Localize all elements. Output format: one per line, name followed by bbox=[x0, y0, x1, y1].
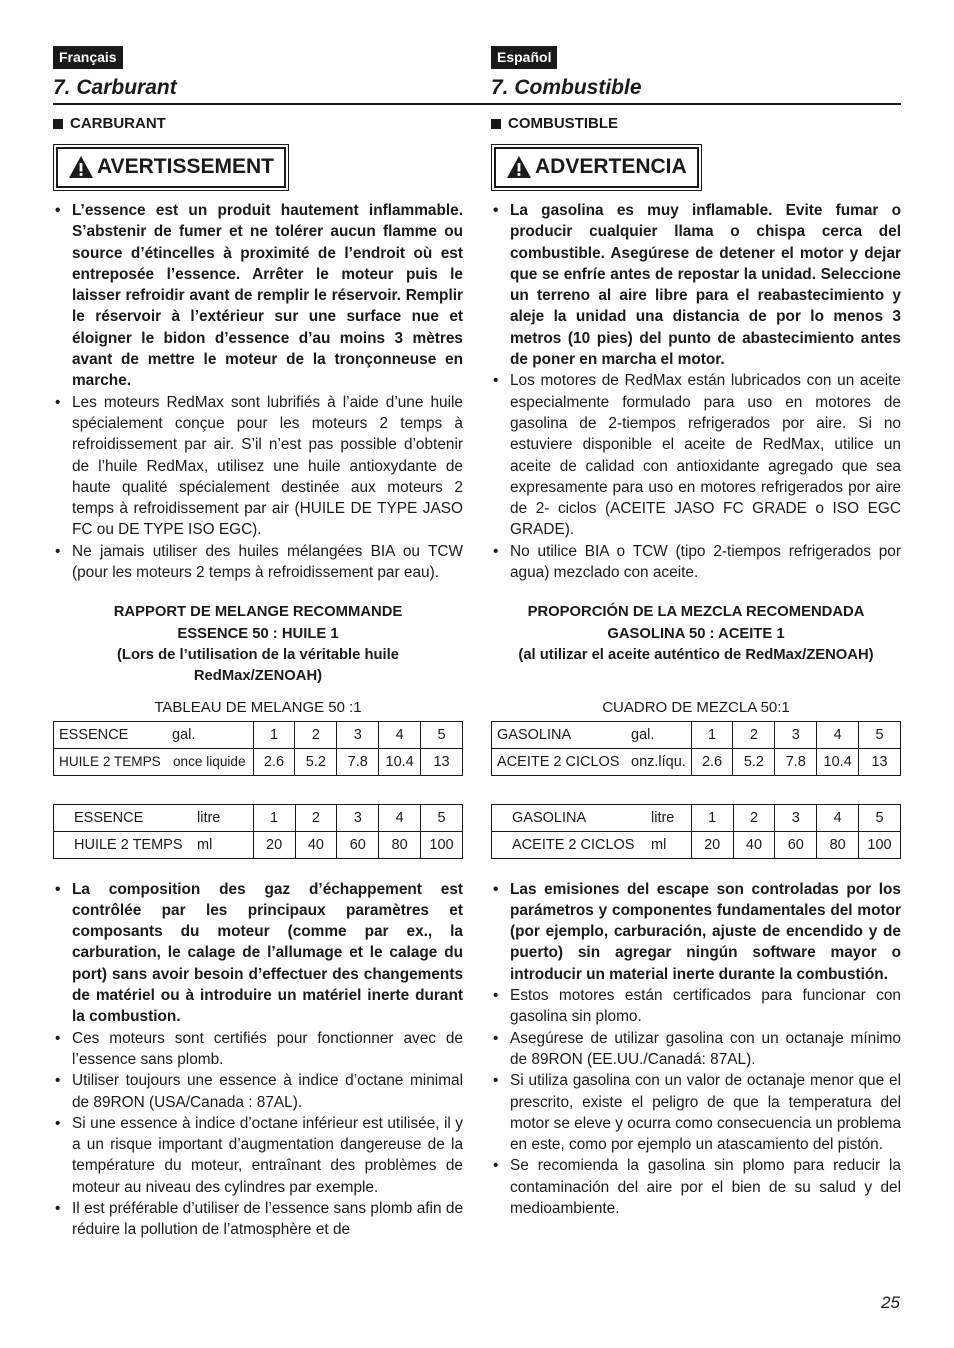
square-bullet-icon bbox=[53, 119, 63, 129]
list-item: • Si utiliza gasolina con un valor de octanaje menor que el prescrito, existe el peligro de que la temperatura del motor se eleve y ocurra como consecuencia un problema en este, como por ejemplo un atascamiento del pistón. bbox=[491, 1070, 901, 1155]
table-cell: 2 bbox=[733, 804, 775, 831]
subheading-french bbox=[53, 115, 463, 133]
table-cell: 4 bbox=[817, 721, 859, 748]
table-cell: 10.4 bbox=[817, 748, 859, 775]
table-cell: 80 bbox=[817, 831, 859, 858]
warning-box-spanish bbox=[494, 147, 699, 188]
table-cell: 2.6 bbox=[691, 748, 733, 775]
row-unit: gal. bbox=[631, 726, 655, 743]
row-label: HUILE 2 TEMPS bbox=[74, 836, 183, 853]
warning-bullets-spanish bbox=[491, 200, 901, 583]
table-cell: 40 bbox=[733, 831, 775, 858]
list-item: • L’essence est un produit hautement inflammable. S’abstenir de fumer et ne tolérer aucun flamme ou source d’étincelles à proximité de l’endroit où est entreposée l’essence. Arrêter le moteur puis le laisser refroidir avant de remplir le réservoir. Remplir le réservoir à l’extérieur sur une surface nue et éloigner le bidon d’essence d’au moins 3 mètres avant de mettre le moteur de la tronçonneuse en marche. bbox=[53, 200, 463, 392]
ratio-line: (Lors de l’utilisation de la véritable huile bbox=[116, 646, 400, 663]
french-column bbox=[53, 46, 463, 1241]
row-unit: litre bbox=[197, 809, 221, 826]
mix-table-gallons-spanish bbox=[491, 721, 901, 776]
language-tag-spanish: Español bbox=[491, 46, 557, 69]
mix-table-gallons-french bbox=[53, 721, 463, 776]
table-cell: 5.2 bbox=[733, 748, 775, 775]
table-cell: 1 bbox=[253, 804, 295, 831]
warning-box-french bbox=[56, 147, 286, 188]
list-item: • Estos motores están certificados para funcionar con gasolina sin plomo. bbox=[491, 985, 901, 1028]
table-cell: 5.2 bbox=[295, 748, 337, 775]
spanish-column bbox=[491, 46, 901, 1219]
table-row bbox=[54, 831, 463, 858]
table-cell: 40 bbox=[295, 831, 337, 858]
table-cell: 2.6 bbox=[253, 748, 295, 775]
table-cell: 3 bbox=[775, 804, 817, 831]
mix-table-litres-spanish bbox=[491, 804, 901, 859]
table-row bbox=[54, 748, 463, 775]
table-cell: 2 bbox=[295, 721, 337, 748]
subheading-text: COMBUSTIBLE bbox=[508, 115, 618, 132]
ratio-line: (al utilizar el aceite auténtico de RedMax/ZENOAH) bbox=[518, 646, 874, 663]
table-cell: 100 bbox=[421, 831, 463, 858]
mix-table-litres-french bbox=[53, 804, 463, 859]
warning-label: AVERTISSEMENT bbox=[97, 155, 274, 178]
table-cell: 13 bbox=[859, 748, 901, 775]
emission-bullets-spanish bbox=[491, 879, 901, 1220]
table-cell: 2 bbox=[733, 721, 775, 748]
table-cell: 1 bbox=[253, 721, 295, 748]
ratio-line: ESSENCE 50 : HUILE 1 bbox=[177, 625, 339, 642]
table-cell: 2 bbox=[295, 804, 337, 831]
list-item: • Il est préférable d’utiliser de l’essence sans plomb afin de réduire la pollution de l’atmosphère et de bbox=[53, 1198, 463, 1241]
row-unit: ml bbox=[651, 836, 667, 853]
list-item: • Las emisiones del escape son controladas por los parámetros y componentes fundamentales del motor (por ejemplo, carburación, ajuste de encendido y de puerto) sin agregar ningún software mayor o introducir un material inerte durante la combustión. bbox=[491, 879, 901, 985]
table-cell: 80 bbox=[379, 831, 421, 858]
row-label: ACEITE 2 CICLOS bbox=[512, 836, 635, 853]
list-item: • Les moteurs RedMax sont lubrifiés à l’aide d’une huile spécialement conçue pour les moteurs 2 temps à refroidissement par air. S’il n’est pas possible d’obtenir de l’huile RedMax, utilisez une huile antioxydante de haute qualité spécialement destinée aux moteurs 2 temps à refroidissement par air (HUILE DE TYPE JASO FC ou DE TYPE ISO EGC). bbox=[53, 392, 463, 541]
row-unit: gal. bbox=[172, 726, 196, 743]
table-cell: 5 bbox=[421, 721, 463, 748]
table-cell: 5 bbox=[859, 721, 901, 748]
list-item: • Utiliser toujours une essence à indice d’octane minimal de 89RON (USA/Canada : 87AL). bbox=[53, 1070, 463, 1113]
section-title-french: 7. Carburant bbox=[53, 76, 177, 99]
row-unit: ml bbox=[197, 836, 213, 853]
emission-bullets-french bbox=[53, 879, 463, 1241]
square-bullet-icon bbox=[491, 119, 501, 129]
table-cell: 3 bbox=[337, 721, 379, 748]
list-item: • Ces moteurs sont certifiés pour fonctionner avec de l’essence sans plomb. bbox=[53, 1028, 463, 1071]
warning-bullets-french bbox=[53, 200, 463, 583]
ratio-line: RedMax/ZENOAH) bbox=[193, 668, 323, 685]
table-row bbox=[492, 831, 901, 858]
table-cell: 5 bbox=[421, 804, 463, 831]
table-cell: 5 bbox=[859, 804, 901, 831]
table-cell: 20 bbox=[691, 831, 733, 858]
table-cell: 1 bbox=[691, 721, 733, 748]
table-cell: 10.4 bbox=[379, 748, 421, 775]
section-title-spanish: 7. Combustible bbox=[491, 76, 642, 99]
table-row bbox=[54, 804, 463, 831]
table-cell: 1 bbox=[691, 804, 733, 831]
row-label: GASOLINA bbox=[512, 809, 587, 826]
ratio-line: GASOLINA 50 : ACEITE 1 bbox=[607, 625, 785, 642]
row-label: ACEITE 2 CICLOS bbox=[497, 753, 620, 770]
table-cell: 13 bbox=[421, 748, 463, 775]
list-item: • No utilice BIA o TCW (tipo 2-tiempos refrigerados por agua) mezclado con aceite. bbox=[491, 541, 901, 584]
table-cell: 60 bbox=[775, 831, 817, 858]
table-cell: 20 bbox=[253, 831, 295, 858]
row-label: GASOLINA bbox=[497, 726, 572, 743]
list-item: • La composition des gaz d’échappement est contrôlée par les principaux paramètres et composants du moteur (comme par ex., la carburation, le calage de l’allumage et le calage du port) sans avoir besoin d’effectuer des changements de matériel ou à introduire un matériel inerte durant la combustion. bbox=[53, 879, 463, 1028]
row-label: ESSENCE bbox=[74, 809, 144, 826]
mix-ratio-heading-spanish bbox=[491, 602, 901, 687]
table-cell: 60 bbox=[337, 831, 379, 858]
list-item: • Si une essence à indice d’octane inférieur est utilisée, il y a un risque important d’augmentation dangereuse de la température du moteur, entraînant des problèmes de moteur au niveau des cylindres par exemple. bbox=[53, 1113, 463, 1198]
table-cell: 3 bbox=[337, 804, 379, 831]
table-cell: 7.8 bbox=[775, 748, 817, 775]
mix-ratio-heading-french bbox=[53, 602, 463, 687]
row-unit: once liquide bbox=[173, 754, 246, 770]
warning-label: ADVERTENCIA bbox=[535, 155, 687, 178]
row-label: ESSENCE bbox=[59, 726, 129, 743]
table-cell: 4 bbox=[379, 721, 421, 748]
row-unit: onz.líqu. bbox=[631, 753, 686, 770]
list-item: • Se recomienda la gasolina sin plomo para reducir la contaminación del aire por el bien de su salud y del medioambiente. bbox=[491, 1155, 901, 1219]
page-number: 25 bbox=[881, 1293, 900, 1312]
table-cell: 3 bbox=[775, 721, 817, 748]
subheading-spanish bbox=[491, 115, 901, 133]
list-item: • Los motores de RedMax están lubricados con un aceite especialmente formulado para uso en motores de gasolina de 2-tiempos refrigerados por aire. Si no estuviere disponible el aceite de RedMax, utilice un aceite de calidad con antioxidante agregado que sea expresamente para uso en motores refrigerados por aire de 2- ciclos (ACEITE JASO FC GRADE o ISO EGC GRADE). bbox=[491, 370, 901, 540]
list-item: • Ne jamais utiliser des huiles mélangées BIA ou TCW (pour les moteurs 2 temps à refroidissement par eau). bbox=[53, 541, 463, 584]
table-cell: 7.8 bbox=[337, 748, 379, 775]
list-item: • Asegúrese de utilizar gasolina con un octanaje mínimo de 89RON (EE.UU./Canadá: 87AL). bbox=[491, 1028, 901, 1071]
ratio-line: RAPPORT DE MELANGE RECOMMANDE bbox=[113, 604, 403, 621]
table-cell: 4 bbox=[817, 804, 859, 831]
table-cell: 4 bbox=[379, 804, 421, 831]
table-row bbox=[492, 804, 901, 831]
table-title-french: TABLEAU DE MELANGE 50 :1 bbox=[154, 698, 362, 716]
list-item: • La gasolina es muy inflamable. Evite fumar o producir cualquier llama o chispa cerca del combustible. Asegúrese de detener el motor y dejar que se enfríe antes de repostar la unidad. Seleccione un terreno al aire libre para el reabastecimiento y aleje la unidad una distancia de por lo menos 3 metros (10 pies) del punto de abastecimiento antes de poner en marcha el motor. bbox=[491, 200, 901, 370]
row-label: HUILE 2 TEMPS bbox=[59, 754, 161, 770]
row-unit: litre bbox=[651, 809, 675, 826]
table-row bbox=[492, 748, 901, 775]
table-title-spanish: CUADRO DE MEZCLA 50:1 bbox=[602, 698, 790, 716]
subheading-text: CARBURANT bbox=[70, 115, 166, 132]
warning-triangle-icon bbox=[506, 155, 532, 179]
table-row bbox=[54, 721, 463, 748]
table-row bbox=[492, 721, 901, 748]
ratio-line: PROPORCIÓN DE LA MEZCLA RECOMENDADA bbox=[527, 604, 865, 621]
warning-triangle-icon bbox=[68, 155, 94, 179]
language-tag-french: Français bbox=[53, 46, 123, 69]
table-cell: 100 bbox=[859, 831, 901, 858]
